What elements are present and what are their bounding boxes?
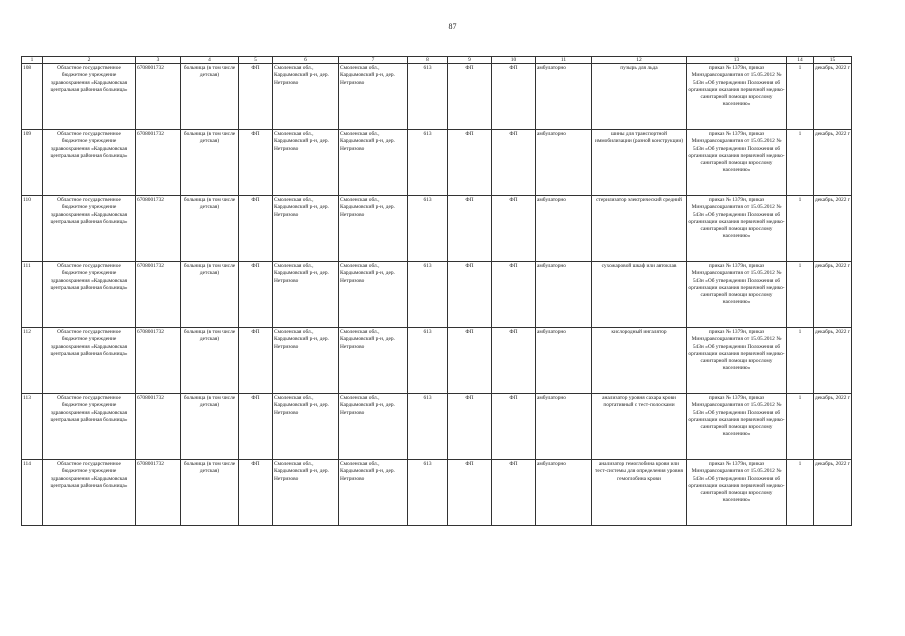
unit-type: ФП — [492, 328, 536, 394]
column-number: 10 — [492, 57, 536, 64]
column-number: 13 — [687, 57, 787, 64]
address: Смоленская обл., Кардымовский р-н, дер. Нетризово — [273, 130, 339, 196]
regulation: приказ № 1379н, приказ Минздравсоцразвития от 15.05.2012 № 543н «Об утверждении Положения об организации оказания первичной медико-санитарной помощи взрослому населению» — [687, 64, 787, 130]
unit-type: ФП — [492, 196, 536, 262]
facility-type: больница (в том числе детская) — [181, 394, 239, 460]
inn: 6708001732 — [136, 460, 181, 526]
address: Смоленская обл., Кардымовский р-н, дер. Нетризово — [339, 130, 408, 196]
regulation: приказ № 1379н, приказ Минздравсоцразвития от 15.05.2012 № 543н «Об утверждении Положения об организации оказания первичной медико-санитарной помощи взрослому населению» — [687, 460, 787, 526]
equipment-name: шины для транспортной иммобилизации (разной конструкции) — [592, 130, 687, 196]
unit-type: ФП — [492, 262, 536, 328]
column-number: 7 — [339, 57, 408, 64]
unit-type: ФП — [492, 460, 536, 526]
code: 613 — [408, 130, 448, 196]
facility-type: больница (в том числе детская) — [181, 328, 239, 394]
care-conditions: амбулаторно — [536, 196, 592, 262]
row-number: 114 — [22, 460, 43, 526]
unit-type: ФП — [239, 196, 273, 262]
unit-type: ФП — [239, 64, 273, 130]
inn: 6708001732 — [136, 64, 181, 130]
regulation: приказ № 1379н, приказ Минздравсоцразвития от 15.05.2012 № 543н «Об утверждении Положения об организации оказания первичной медико-санитарной помощи взрослому населению» — [687, 394, 787, 460]
equipment-name: кислородный ингалятор — [592, 328, 687, 394]
address: Смоленская обл., Кардымовский р-н, дер. Нетризово — [339, 394, 408, 460]
table-row — [22, 64, 852, 130]
code: 613 — [408, 460, 448, 526]
quantity: 1 — [787, 460, 814, 526]
inn: 6708001732 — [136, 262, 181, 328]
table-row — [22, 262, 852, 328]
row-number: 108 — [22, 64, 43, 130]
column-number: 15 — [814, 57, 852, 64]
unit-type: ФП — [492, 394, 536, 460]
quantity: 1 — [787, 196, 814, 262]
address: Смоленская обл., Кардымовский р-н, дер. Нетризово — [273, 262, 339, 328]
equipment-name: пузырь для льда — [592, 64, 687, 130]
quantity: 1 — [787, 328, 814, 394]
column-number: 4 — [181, 57, 239, 64]
regulation: приказ № 1379н, приказ Минздравсоцразвития от 15.05.2012 № 543н «Об утверждении Положения об организации оказания первичной медико-санитарной помощи взрослому населению» — [687, 328, 787, 394]
unit-type: ФП — [448, 130, 492, 196]
column-number: 14 — [787, 57, 814, 64]
unit-type: ФП — [239, 262, 273, 328]
unit-type: ФП — [492, 130, 536, 196]
code: 613 — [408, 328, 448, 394]
facility-type: больница (в том числе детская) — [181, 262, 239, 328]
column-number-row — [22, 57, 852, 64]
facility-type: больница (в том числе детская) — [181, 64, 239, 130]
facility-type: больница (в том числе детская) — [181, 130, 239, 196]
code: 613 — [408, 394, 448, 460]
row-number: 112 — [22, 328, 43, 394]
address: Смоленская обл., Кардымовский р-н, дер. Нетризово — [273, 64, 339, 130]
equipment-name: анализатор гемоглобина крови или тест-системы для определения уровня гемоглобина крови — [592, 460, 687, 526]
care-conditions: амбулаторно — [536, 262, 592, 328]
unit-type: ФП — [239, 394, 273, 460]
deadline: декабрь, 2022 г — [814, 394, 852, 460]
row-number: 111 — [22, 262, 43, 328]
column-number: 1 — [22, 57, 43, 64]
address: Смоленская обл., Кардымовский р-н, дер. Нетризово — [339, 328, 408, 394]
deadline: декабрь, 2022 г — [814, 130, 852, 196]
deadline: декабрь, 2022 г — [814, 196, 852, 262]
organization-name: Областное государственное бюджетное учреждение здравоохранения «Кардымовская центральная районная больница» — [43, 196, 136, 262]
facility-type: больница (в том числе детская) — [181, 196, 239, 262]
column-number: 12 — [592, 57, 687, 64]
inn: 6708001732 — [136, 328, 181, 394]
address: Смоленская обл., Кардымовский р-н, дер. Нетризово — [339, 196, 408, 262]
deadline: декабрь, 2022 г — [814, 460, 852, 526]
row-number: 110 — [22, 196, 43, 262]
column-number: 8 — [408, 57, 448, 64]
column-number: 6 — [273, 57, 339, 64]
organization-name: Областное государственное бюджетное учреждение здравоохранения «Кардымовская центральная районная больница» — [43, 262, 136, 328]
address: Смоленская обл., Кардымовский р-н, дер. Нетризово — [273, 394, 339, 460]
unit-type: ФП — [448, 394, 492, 460]
care-conditions: амбулаторно — [536, 328, 592, 394]
regulation: приказ № 1379н, приказ Минздравсоцразвития от 15.05.2012 № 543н «Об утверждении Положения об организации оказания первичной медико-санитарной помощи взрослому населению» — [687, 196, 787, 262]
column-number: 5 — [239, 57, 273, 64]
table-row — [22, 394, 852, 460]
column-number: 2 — [43, 57, 136, 64]
care-conditions: амбулаторно — [536, 64, 592, 130]
regulation: приказ № 1379н, приказ Минздравсоцразвития от 15.05.2012 № 543н «Об утверждении Положения об организации оказания первичной медико-санитарной помощи взрослому населению» — [687, 130, 787, 196]
equipment-name: стерилизатор электрический средний — [592, 196, 687, 262]
equipment-table — [21, 56, 852, 526]
unit-type: ФП — [492, 64, 536, 130]
table-row — [22, 460, 852, 526]
organization-name: Областное государственное бюджетное учреждение здравоохранения «Кардымовская центральная районная больница» — [43, 394, 136, 460]
regulation: приказ № 1379н, приказ Минздравсоцразвития от 15.05.2012 № 543н «Об утверждении Положения об организации оказания первичной медико-санитарной помощи взрослому населению» — [687, 262, 787, 328]
row-number: 113 — [22, 394, 43, 460]
row-number: 109 — [22, 130, 43, 196]
code: 613 — [408, 262, 448, 328]
address: Смоленская обл., Кардымовский р-н, дер. Нетризово — [339, 262, 408, 328]
column-number: 11 — [536, 57, 592, 64]
page-number: 87 — [448, 22, 457, 31]
equipment-name: анализатор уровня сахара крови портативный с тест-полосками — [592, 394, 687, 460]
column-number: 9 — [448, 57, 492, 64]
unit-type: ФП — [239, 130, 273, 196]
organization-name: Областное государственное бюджетное учреждение здравоохранения «Кардымовская центральная районная больница» — [43, 130, 136, 196]
address: Смоленская обл., Кардымовский р-н, дер. Нетризово — [339, 460, 408, 526]
inn: 6708001732 — [136, 130, 181, 196]
deadline: декабрь, 2022 г — [814, 64, 852, 130]
quantity: 1 — [787, 130, 814, 196]
inn: 6708001732 — [136, 196, 181, 262]
care-conditions: амбулаторно — [536, 394, 592, 460]
unit-type: ФП — [448, 328, 492, 394]
address: Смоленская обл., Кардымовский р-н, дер. Нетризово — [273, 328, 339, 394]
table-row — [22, 328, 852, 394]
deadline: декабрь, 2022 г — [814, 328, 852, 394]
care-conditions: амбулаторно — [536, 460, 592, 526]
table-row — [22, 130, 852, 196]
unit-type: ФП — [239, 328, 273, 394]
organization-name: Областное государственное бюджетное учреждение здравоохранения «Кардымовская центральная районная больница» — [43, 64, 136, 130]
deadline: декабрь, 2022 г — [814, 262, 852, 328]
facility-type: больница (в том числе детская) — [181, 460, 239, 526]
address: Смоленская обл., Кардымовский р-н, дер. Нетризово — [273, 460, 339, 526]
table-row — [22, 196, 852, 262]
unit-type: ФП — [448, 262, 492, 328]
unit-type: ФП — [239, 460, 273, 526]
organization-name: Областное государственное бюджетное учреждение здравоохранения «Кардымовская центральная районная больница» — [43, 328, 136, 394]
quantity: 1 — [787, 394, 814, 460]
quantity: 1 — [787, 262, 814, 328]
column-number: 3 — [136, 57, 181, 64]
address: Смоленская обл., Кардымовский р-н, дер. Нетризово — [339, 64, 408, 130]
care-conditions: амбулаторно — [536, 130, 592, 196]
equipment-name: сухожаровой шкаф или автоклав — [592, 262, 687, 328]
unit-type: ФП — [448, 64, 492, 130]
code: 613 — [408, 64, 448, 130]
code: 613 — [408, 196, 448, 262]
inn: 6708001732 — [136, 394, 181, 460]
unit-type: ФП — [448, 460, 492, 526]
address: Смоленская обл., Кардымовский р-н, дер. Нетризово — [273, 196, 339, 262]
organization-name: Областное государственное бюджетное учреждение здравоохранения «Кардымовская центральная районная больница» — [43, 460, 136, 526]
unit-type: ФП — [448, 196, 492, 262]
quantity: 1 — [787, 64, 814, 130]
